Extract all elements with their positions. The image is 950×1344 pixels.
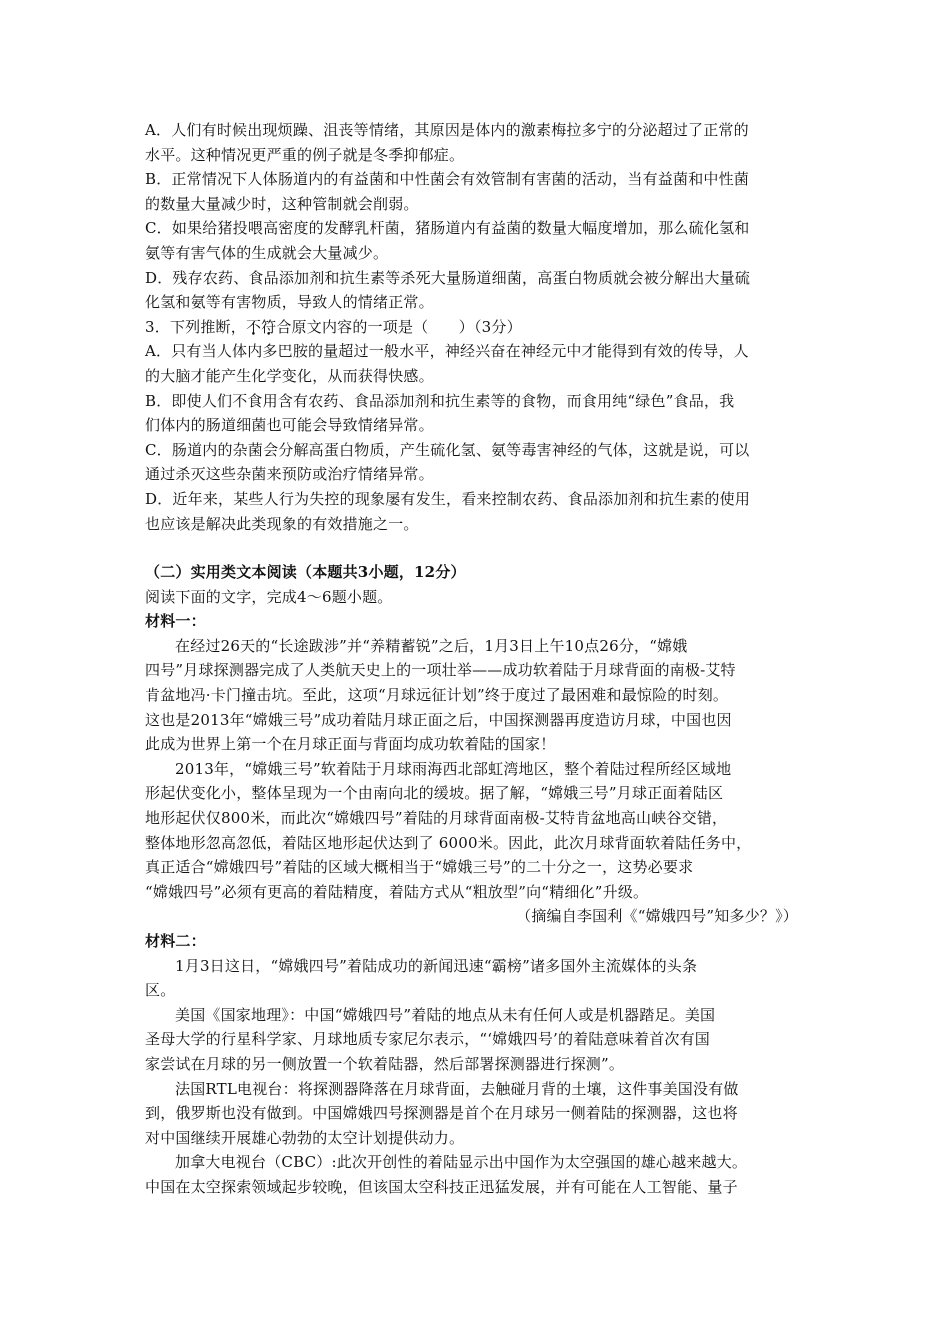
- option-a-line: A．人们有时候出现烦躁、沮丧等情绪，其原因是体内的激素梅拉多宁的分泌超过了正常的: [145, 121, 749, 139]
- paragraph-line: 形起伏变化小，整体呈现为一个由南向北的缓坡。据了解，“嫦娥三号”月球正面着陆区: [145, 784, 724, 803]
- exam-page: [145, 118, 810, 1200]
- option-d-line: 化氢和氨等有害物质，导致人的情绪正常。: [145, 293, 434, 312]
- section-heading: （二）实用类文本阅读（本题共3小题，12分）: [145, 563, 466, 582]
- material-1-source: （摘编自李国利《“嫦娥四号”知多少？》）: [516, 907, 798, 926]
- option-c-line: 通过杀灭这些杂菌来预防或治疗情绪异常。: [145, 465, 434, 484]
- paragraph-line: 区。: [145, 981, 176, 1000]
- stem-text: 3．下列推断，: [145, 317, 246, 336]
- paragraph-line: 四号”月球探测器完成了人类航天史上的一项壮举——成功软着陆于月球背面的南极-艾特: [145, 661, 736, 680]
- paragraph-line: 法国RTL电视台：将探测器降落在月球背面，去触碰月背的土壤，这件事美国没有做: [175, 1079, 739, 1098]
- paragraph-line: 到，俄罗斯也没有做到。中国嫦娥四号探测器是首个在月球另一侧着陆的探测器，这也将: [145, 1104, 738, 1123]
- option-c-line: C．肠道内的杂菌会分解高蛋白物质，产生硫化氢、氨等毒害神经的气体，这就是说，可以: [145, 440, 750, 459]
- section-instruction: 阅读下面的文字，完成4～6题小题。: [145, 587, 393, 606]
- question-2-options: [145, 118, 810, 315]
- option-c-line: 氨等有害气体的生成就会大量减少。: [145, 243, 389, 262]
- paragraph-line: 圣母大学的行星科学家、月球地质专家尼尔表示，“‘嫦娥四号’的着陆意味着首次有国: [145, 1030, 711, 1049]
- paragraph-line: 家尝试在月球的另一侧放置一个软着陆器，然后部署探测器进行探测”。: [145, 1054, 625, 1073]
- paragraph-line: 美国《国家地理》：中国“嫦娥四号”着陆的地点从未有任何人或是机器踏足。美国: [175, 1005, 716, 1024]
- paragraph-line: “嫦娥四号”必须有更高的着陆精度，着陆方式从“粗放型”向“精细化”升级。: [145, 882, 649, 901]
- emphasis-char: 不: [245, 317, 262, 336]
- option-b-line: 们体内的肠道细菌也可能会导致情绪异常。: [145, 416, 434, 435]
- option-c-line: C．如果给猪投喂高密度的发酵乳杆菌，猪肠道内有益菌的数量大幅度增加，那么硫化氢和: [145, 219, 750, 238]
- section-gap: [145, 536, 810, 560]
- option-d-line: D．残存农药、食品添加剂和抗生素等杀死大量肠道细菌，高蛋白物质就会被分解出大量硫: [145, 268, 751, 287]
- option-b-line: B．正常情况下人体肠道内的有益菌和中性菌会有效管制有害菌的活动，当有益菌和中性菌: [145, 170, 750, 189]
- option-d-line: 也应该是解决此类现象的有效措施之一。: [145, 514, 419, 533]
- material-2-label: 材料二：: [145, 932, 206, 950]
- paragraph-line: 这也是2013年“嫦娥三号”成功着陆月球正面之后，中国探测器再度造访月球，中国也因: [145, 710, 732, 729]
- paragraph-line: 加拿大电视台（CBC）:此次开创性的着陆显示出中国作为太空强国的雄心越来越大。: [175, 1153, 748, 1172]
- option-a-line: 水平。这种情况更严重的例子就是冬季抑郁症。: [145, 145, 465, 164]
- paragraph-line: 此成为世界上第一个在月球正面与背面均成功软着陆的国家！: [145, 735, 556, 754]
- option-a-line: 的大脑才能产生化学变化，从而获得快感。: [145, 366, 434, 385]
- paragraph-line: 1月3日这日，“嫦娥四号”着陆成功的新闻迅速“霸榜”诸多国外主流媒体的头条: [175, 956, 698, 975]
- paragraph-line: 2013年，“嫦娥三号”软着陆于月球雨海西北部虹湾地区，整个着陆过程所经区域地: [175, 759, 732, 778]
- option-a-line: A．只有当人体内多巴胺的量超过一般水平，神经兴奋在神经元中才能得到有效的传导，人: [145, 342, 749, 361]
- option-b-line: 的数量大量减少时，这种管制就会削弱。: [145, 194, 419, 213]
- emphasis-char: 符: [261, 317, 277, 336]
- paragraph-line: 在经过26天的“长途跋涉”并“养精蓄锐”之后，1月3日上午10点26分，“嫦娥: [175, 636, 688, 655]
- paragraph-line: 地形起伏仅800米，而此次“嫦娥四号”着陆的月球背面南极-艾特肯盆地高山峡谷交错，: [145, 809, 728, 828]
- paragraph-line: 对中国继续开展雄心勃勃的太空计划提供动力。: [145, 1128, 465, 1147]
- question-3-stem: [145, 315, 810, 340]
- section-2: [145, 560, 810, 1199]
- paragraph-line: 整体地形忽高忽低，着陆区地形起伏达到了 6000米。因此，此次月球背面软着陆任务中，: [145, 833, 752, 852]
- option-d-line: D．近年来，某些人行为失控的现象屡有发生，看来控制农药、食品添加剂和抗生素的使用: [145, 489, 751, 508]
- stem-text: 合原文内容的一项是（ ）（3分）: [276, 317, 522, 336]
- paragraph-line: 肯盆地冯·卡门撞击坑。至此，这项“月球远征计划”终于度过了最困难和最惊险的时刻。: [145, 686, 729, 705]
- material-1-label: 材料一：: [145, 612, 206, 631]
- paragraph-line: 真正适合“嫦娥四号”着陆的区域大概相当于“嫦娥三号”的二十分之一，这势必要求: [145, 858, 694, 877]
- paragraph-line: 中国在太空探索领域起步较晚，但该国太空科技正迅猛发展，并有可能在人工智能、量子: [145, 1177, 738, 1196]
- question-3: [145, 315, 810, 536]
- option-b-line: B．即使人们不食用含有农药、食品添加剂和抗生素等的食物，而食用纯“绿色”食品，我: [145, 391, 735, 410]
